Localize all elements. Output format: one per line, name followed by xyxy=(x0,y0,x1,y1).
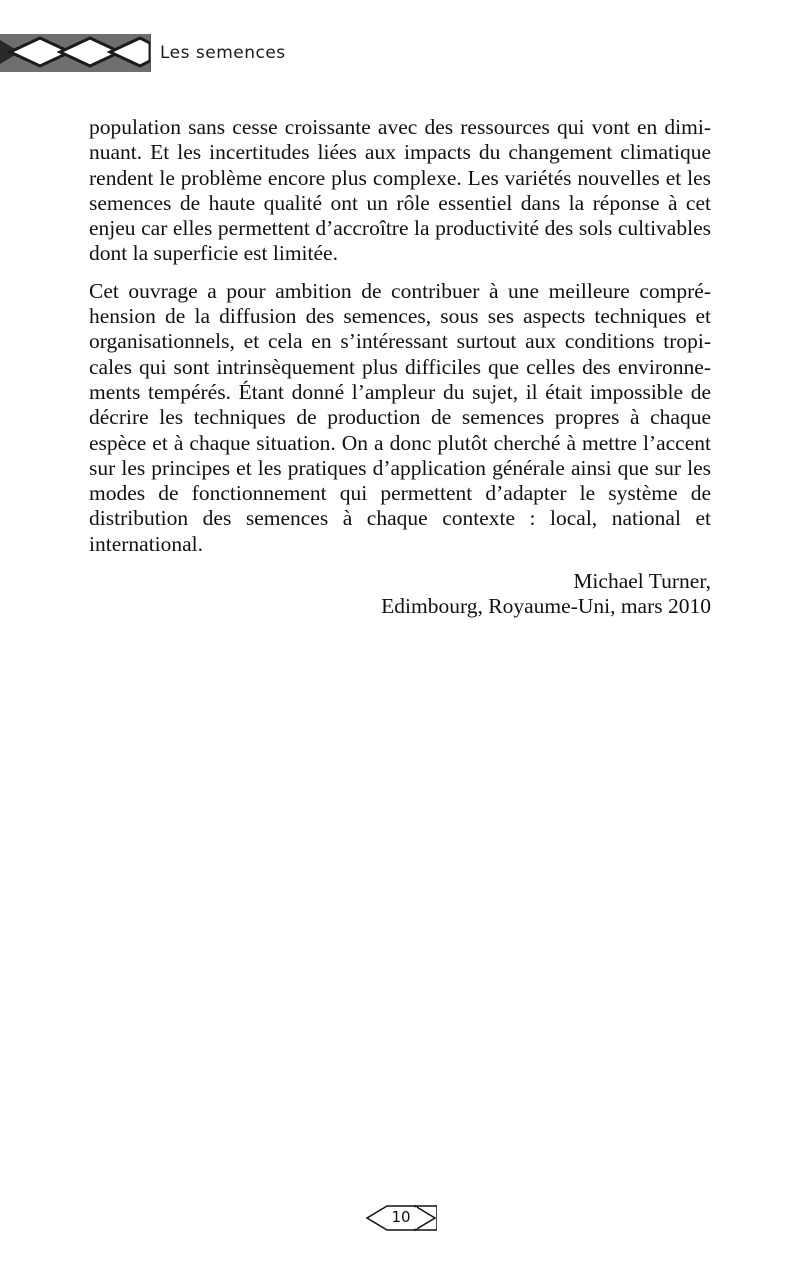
running-header-title: Les semences xyxy=(160,43,286,63)
diamond-ornament-icon xyxy=(0,34,150,72)
page-number-badge xyxy=(365,1203,437,1233)
signature-name: Michael Turner, xyxy=(573,569,711,594)
paragraph-2: Cet ouvrage a pour ambition de contribuer à une meilleure compréhension de la diffusion des semences, sous ses aspects techniques et organisationnels, et cela en s’intéressant surtout aux conditions tropicales qui sont intrinsèquement plus difficiles que celles des environnements tempérés. Étant donné l’ampleur du sujet, il était impossible de décrire les techniques de production de semences propres à chaque espèce et à chaque situation. On a donc plutôt cherché à mettre l’accent sur les principes et les pratiques d’application générale ainsi que sur les modes de fonctionnement qui permettent d’adapter le système de distribution des semences à chaque contexte : local, national et international. xyxy=(89,278,711,556)
signature-place-date: Edimbourg, Royaume-Uni, mars 2010 xyxy=(381,594,711,619)
header-divider xyxy=(150,34,151,72)
running-header xyxy=(0,34,800,74)
body-text xyxy=(89,115,711,620)
paragraph-1: population sans cesse croissante avec des ressources qui vont en diminuant. Et les incertitudes liées aux impacts du changement climatique rendent le problème encore plus complexe. Les variétés nouvelles et les semences de haute qualité ont un rôle essentiel dans la réponse à cet enjeu car elles permettent d’accroître la productivité des sols cultivables dont la superficie est limitée. xyxy=(89,115,711,266)
signature-block xyxy=(89,569,711,620)
page-number: 10 xyxy=(391,1208,411,1226)
